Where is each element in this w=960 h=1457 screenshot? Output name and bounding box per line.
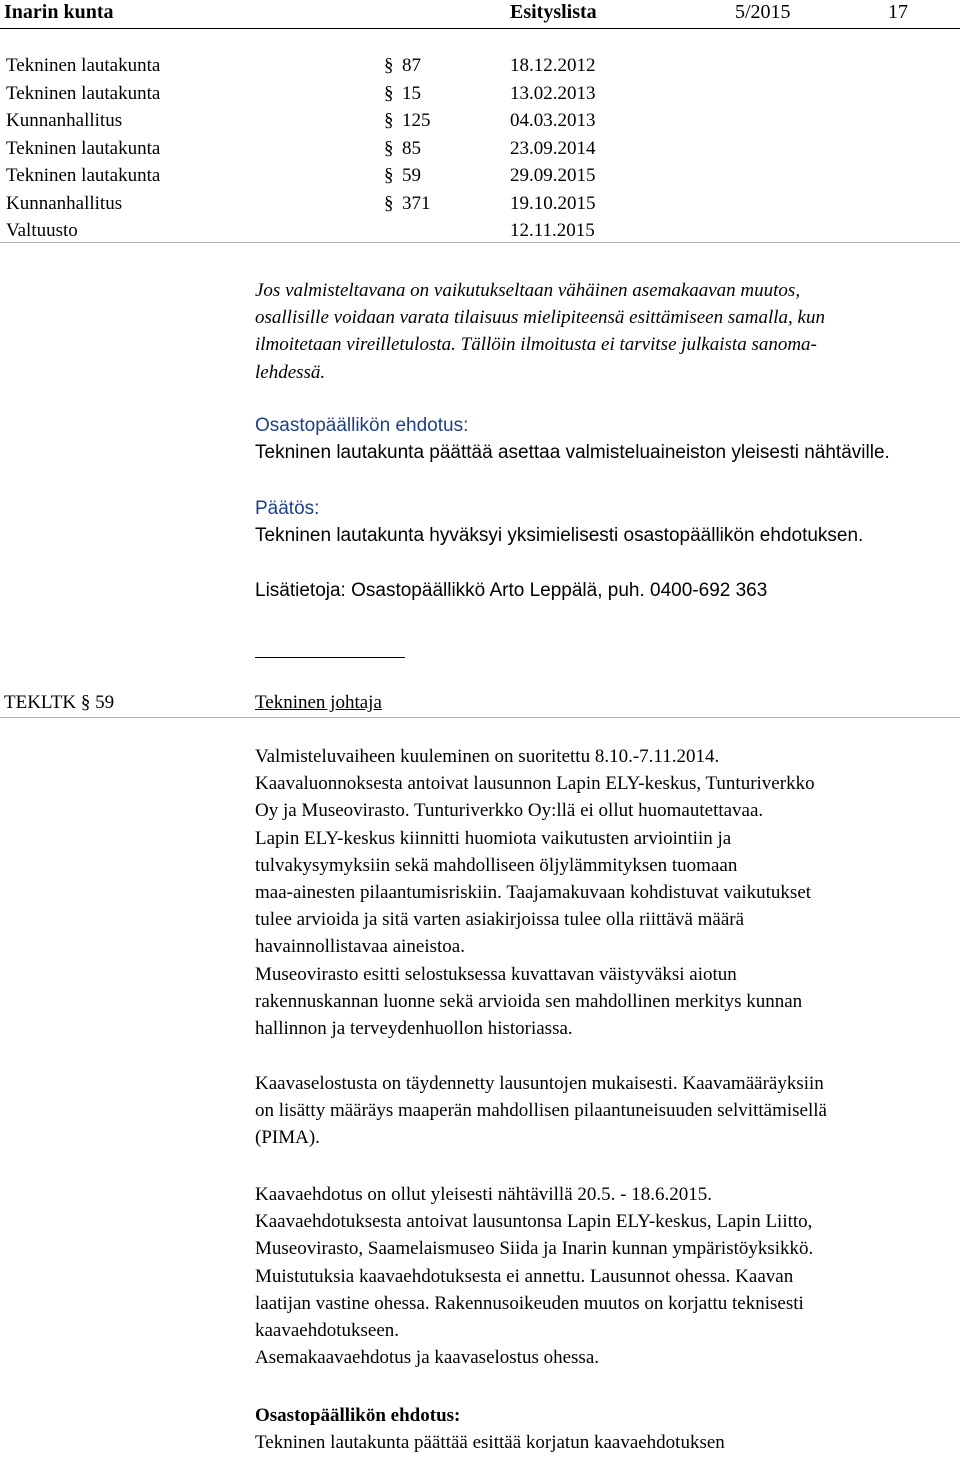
document-type: Esityslista <box>510 1 597 23</box>
contact-text: Lisätietoja: Osastopäällikkö Arto Leppälä, puh. 0400-692 363 <box>255 580 768 601</box>
history-body: Tekninen lautakunta <box>6 137 161 159</box>
intro-line: osallisille voidaan varata tilaisuus mielipiteensä esittämiseen samalla, kun <box>255 307 825 329</box>
history-row <box>0 190 960 218</box>
history-row <box>0 107 960 135</box>
separator-rule <box>255 657 405 658</box>
section-sign: § <box>384 82 394 104</box>
paragraph-proposal-display <box>255 1181 955 1371</box>
page-number: 17 <box>888 1 908 23</box>
paragraph-line: (PIMA). <box>255 1127 320 1149</box>
history-row <box>0 80 960 108</box>
history-row <box>0 135 960 163</box>
paragraph-line: laatijan vastine ohessa. Rakennusoikeuden muutos on korjattu teknisesti <box>255 1292 804 1314</box>
history-date: 04.03.2013 <box>510 110 596 131</box>
proposal-label: Osastopäällikön ehdotus: <box>255 415 469 436</box>
history-body: Tekninen lautakunta <box>6 55 161 76</box>
history-date: 18.12.2012 <box>510 55 596 76</box>
paragraph-line: Asemakaavaehdotus ja kaavaselostus ohessa. <box>255 1347 600 1369</box>
paragraph-line: Museovirasto, Saamelaismuseo Siida ja Inarin kunnan ympäristöyksikkö. <box>255 1238 814 1260</box>
history-date: 12.11.2015 <box>510 220 595 241</box>
paragraph-line: on lisätty määräys maaperän mahdollisen pilaantuneisuuden selvittämisellä <box>255 1100 827 1122</box>
paragraph-line: hallinnon ja terveydenhuollon historiassa. <box>255 1018 573 1040</box>
history-date: 23.09.2014 <box>510 137 596 159</box>
history-number: 85 <box>402 137 421 159</box>
processing-history <box>0 52 960 245</box>
paragraph-line: rakennuskannan luonne sekä arvioida sen mahdollinen merkitys kunnan <box>255 990 803 1012</box>
paragraph-line: Kaavaluonnoksesta antoivat lausunnon Lapin ELY-keskus, Tunturiverkko <box>255 773 815 795</box>
history-number: 87 <box>402 55 421 76</box>
paragraph-hearing <box>255 743 955 1042</box>
contact-info <box>255 577 955 604</box>
proposal-label: Osastopäällikön ehdotus: <box>255 1405 461 1426</box>
history-number: 15 <box>402 82 421 104</box>
paragraph-line: kaavaehdotukseen. <box>255 1320 400 1342</box>
decision-text: Tekninen lautakunta hyväksyi yksimielisesti osastopäällikön ehdotuksen. <box>255 525 864 547</box>
proposal-section-2 <box>255 1402 955 1456</box>
history-body: Tekninen lautakunta <box>6 165 161 186</box>
intro-line: ilmoitetaan vireilletulosta. Tällöin ilmoitusta ei tarvitse julkaista sanoma- <box>255 334 817 356</box>
document-number: 5/2015 <box>735 1 791 23</box>
intro-line: Jos valmisteltavana on vaikutukseltaan vähäinen asemakaavan muutos, <box>255 280 801 301</box>
proposal-text: Tekninen lautakunta päättää esittää korjatun kaavaehdotuksen <box>255 1432 725 1454</box>
section-title: Tekninen johtaja <box>255 692 382 713</box>
history-date: 29.09.2015 <box>510 165 596 186</box>
paragraph-line: maa-ainesten pilaantumisriskiin. Taajamakuvaan kohdistuvat vaikutukset <box>255 882 812 904</box>
paragraph-line: tulvakysymyksiin sekä mahdolliseen öljylämmityksen tuomaan <box>255 854 738 876</box>
paragraph-line: Muistutuksia kaavaehdotuksesta ei annettu. Lausunnot ohessa. Kaavan <box>255 1265 794 1287</box>
history-row <box>0 52 960 80</box>
history-divider <box>0 242 960 243</box>
decision-label: Päätös: <box>255 498 320 519</box>
intro-line: lehdessä. <box>255 361 326 383</box>
history-row <box>0 162 960 190</box>
decision-section <box>255 495 955 549</box>
paragraph-line: Kaavaehdotus on ollut yleisesti nähtävillä 20.5. - 18.6.2015. <box>255 1184 712 1205</box>
history-number: 371 <box>402 192 431 214</box>
paragraph-line: Lapin ELY-keskus kiinnitti huomiota vaikutusten arviointiin ja <box>255 827 732 849</box>
history-body: Tekninen lautakunta <box>6 82 161 104</box>
paragraph-line: havainnollistavaa aineistoa. <box>255 936 465 958</box>
header-divider <box>0 28 960 29</box>
section-sign: § <box>384 192 394 214</box>
section-number: TEKLTK § 59 <box>4 692 115 713</box>
history-body: Kunnanhallitus <box>6 192 123 214</box>
history-body: Kunnanhallitus <box>6 110 123 131</box>
section-sign: § <box>384 165 394 186</box>
history-number: 125 <box>402 110 431 131</box>
paragraph-line: Kaavaselostusta on täydennetty lausuntojen mukaisesti. Kaavamääräyksiin <box>255 1073 824 1094</box>
paragraph-line: tulee arvioida ja sitä varten asiakirjoissa tulee olla riittävä määrä <box>255 909 745 931</box>
section-sign: § <box>384 137 394 159</box>
intro-note <box>255 277 955 386</box>
proposal-section <box>255 412 955 466</box>
history-body: Valtuusto <box>6 220 78 241</box>
organization-name: Inarin kunta <box>4 1 114 23</box>
paragraph-supplement <box>255 1070 955 1152</box>
history-date: 13.02.2013 <box>510 82 596 104</box>
section-sign: § <box>384 110 394 131</box>
paragraph-line: Museovirasto esitti selostuksessa kuvattavan väistyväksi aiotun <box>255 963 737 985</box>
paragraph-line: Valmisteluvaiheen kuuleminen on suoritettu 8.10.-7.11.2014. <box>255 746 720 767</box>
history-number: 59 <box>402 165 421 186</box>
history-row <box>0 217 960 245</box>
section-sign: § <box>384 55 394 76</box>
paragraph-line: Kaavaehdotuksesta antoivat lausuntonsa Lapin ELY-keskus, Lapin Liitto, <box>255 1211 813 1233</box>
paragraph-line: Oy ja Museovirasto. Tunturiverkko Oy:llä ei ollut huomautettavaa. <box>255 800 764 822</box>
history-date: 19.10.2015 <box>510 192 596 214</box>
section-divider <box>0 717 960 718</box>
proposal-text: Tekninen lautakunta päättää asettaa valmisteluaineiston yleisesti nähtäville. <box>255 442 890 464</box>
